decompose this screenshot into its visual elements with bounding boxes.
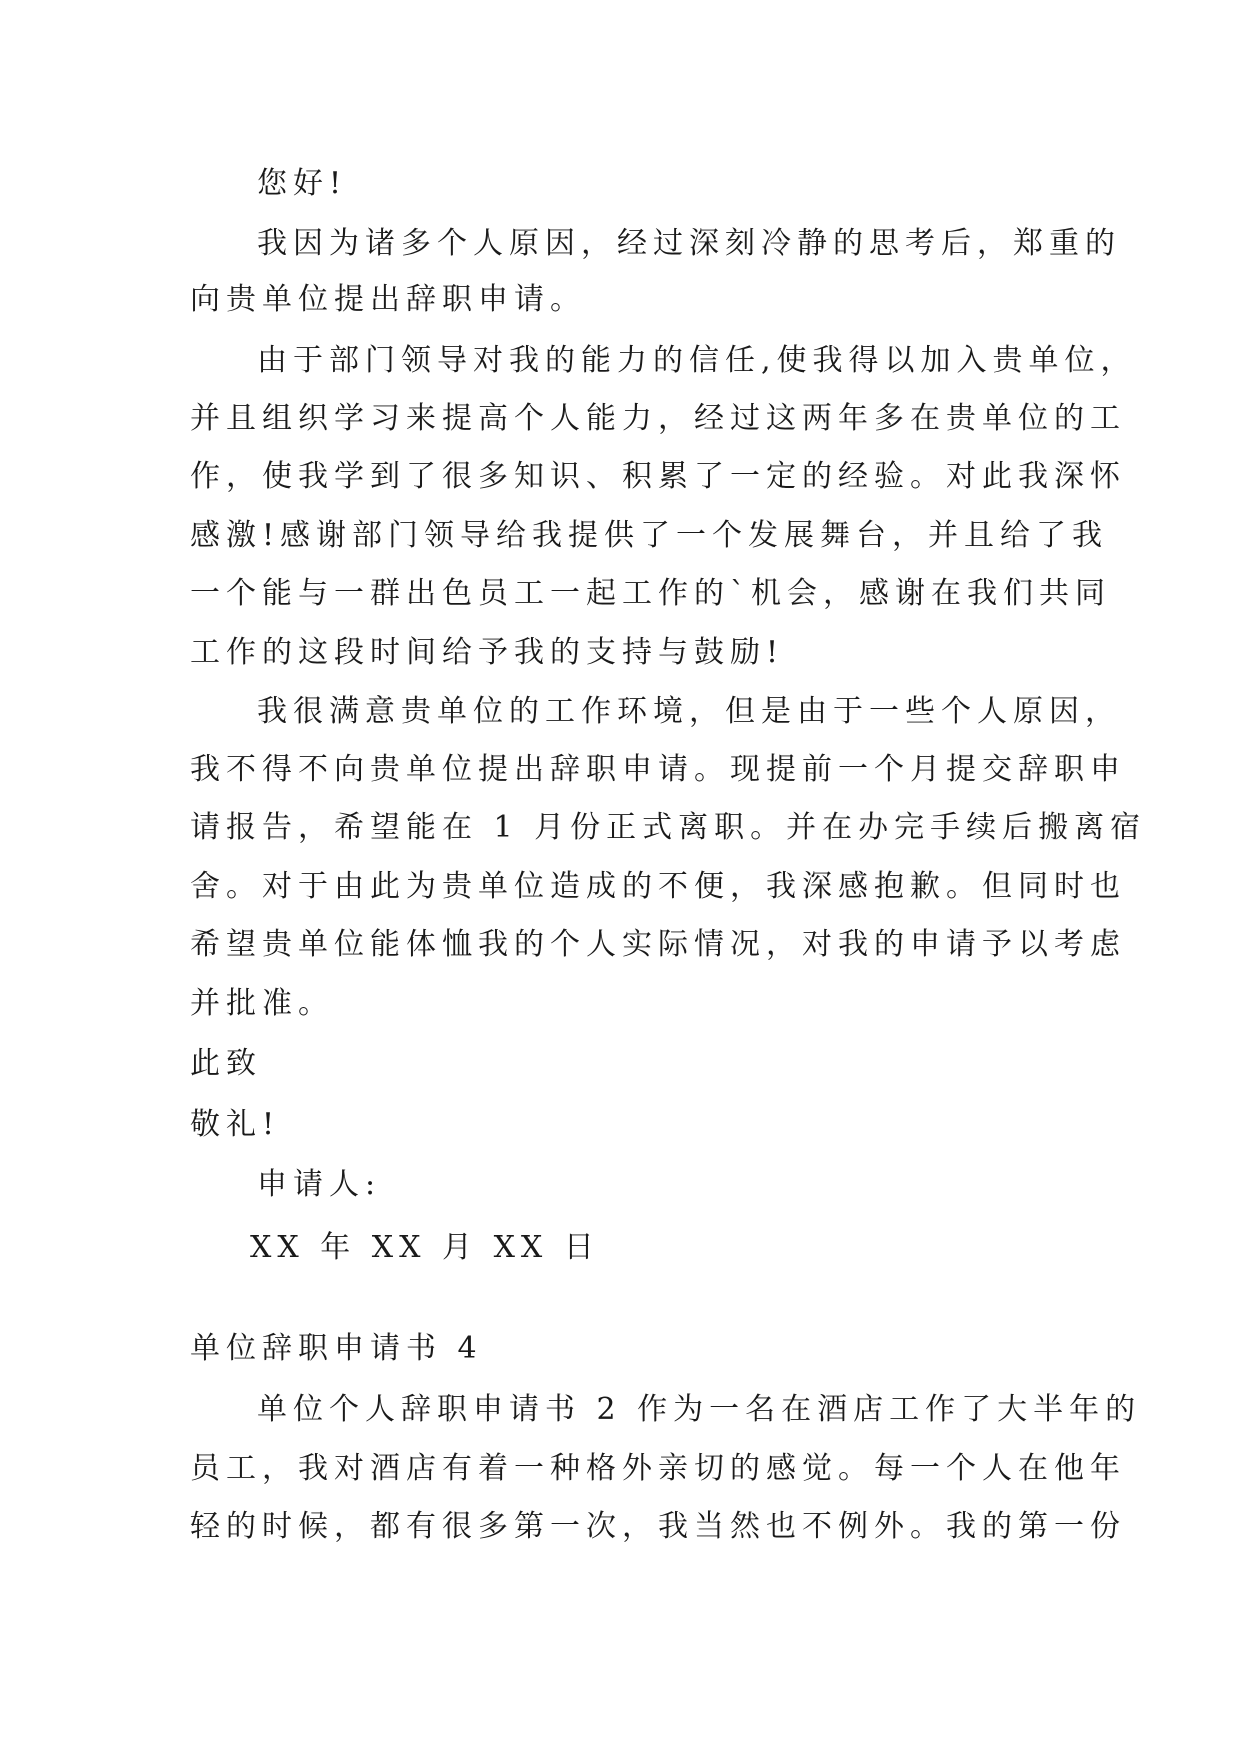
closing-line-1: 此致: [190, 1046, 262, 1081]
section-line-2: 员工，我对酒店有着一种格外亲切的感觉。每一个人在他年: [190, 1451, 1126, 1486]
paragraph-2-line-2: 并且组织学习来提高个人能力，经过这两年多在贵单位的工: [190, 401, 1126, 436]
paragraph-1-line-1: 我因为诸多个人原因，经过深刻冷静的思考后，郑重的: [257, 226, 1121, 261]
paragraph-3-line-3: 请报告，希望能在 1 月份正式离职。并在办完手续后搬离宿: [190, 810, 1147, 845]
paragraph-2-line-6: 工作的这段时间给予我的支持与鼓励!: [190, 635, 785, 670]
paragraph-2-line-4: 感激!感谢部门领导给我提供了一个发展舞台，并且给了我: [190, 518, 1109, 553]
paragraph-2-line-3: 作，使我学到了很多知识、积累了一定的经验。对此我深怀: [190, 459, 1126, 494]
section-line-1: 单位个人辞职申请书 2 作为一名在酒店工作了大半年的: [257, 1392, 1142, 1427]
date-line: XX 年 XX 月 XX 日: [250, 1230, 600, 1265]
paragraph-2-line-1: 由于部门领导对我的能力的信任,使我得以加入贵单位，: [257, 343, 1137, 378]
greeting: 您好!: [257, 166, 348, 201]
paragraph-1-line-2: 向贵单位提出辞职申请。: [190, 282, 586, 317]
closing-line-2: 敬礼!: [190, 1107, 281, 1142]
paragraph-3-line-4: 舍。对于由此为贵单位造成的不便，我深感抱歉。但同时也: [190, 869, 1126, 904]
paragraph-3-line-1: 我很满意贵单位的工作环境，但是由于一些个人原因，: [257, 694, 1121, 729]
section-title: 单位辞职申请书 4: [190, 1331, 483, 1366]
applicant-label: 申请人:: [257, 1167, 382, 1202]
paragraph-3-line-2: 我不得不向贵单位提出辞职申请。现提前一个月提交辞职申: [190, 752, 1126, 787]
paragraph-2-line-5: 一个能与一群出色员工一起工作的`机会，感谢在我们共同: [190, 576, 1111, 611]
paragraph-3-line-6: 并批准。: [190, 986, 334, 1021]
section-line-3: 轻的时候，都有很多第一次，我当然也不例外。我的第一份: [190, 1509, 1126, 1544]
paragraph-3-line-5: 希望贵单位能体恤我的个人实际情况，对我的申请予以考虑: [190, 927, 1126, 962]
